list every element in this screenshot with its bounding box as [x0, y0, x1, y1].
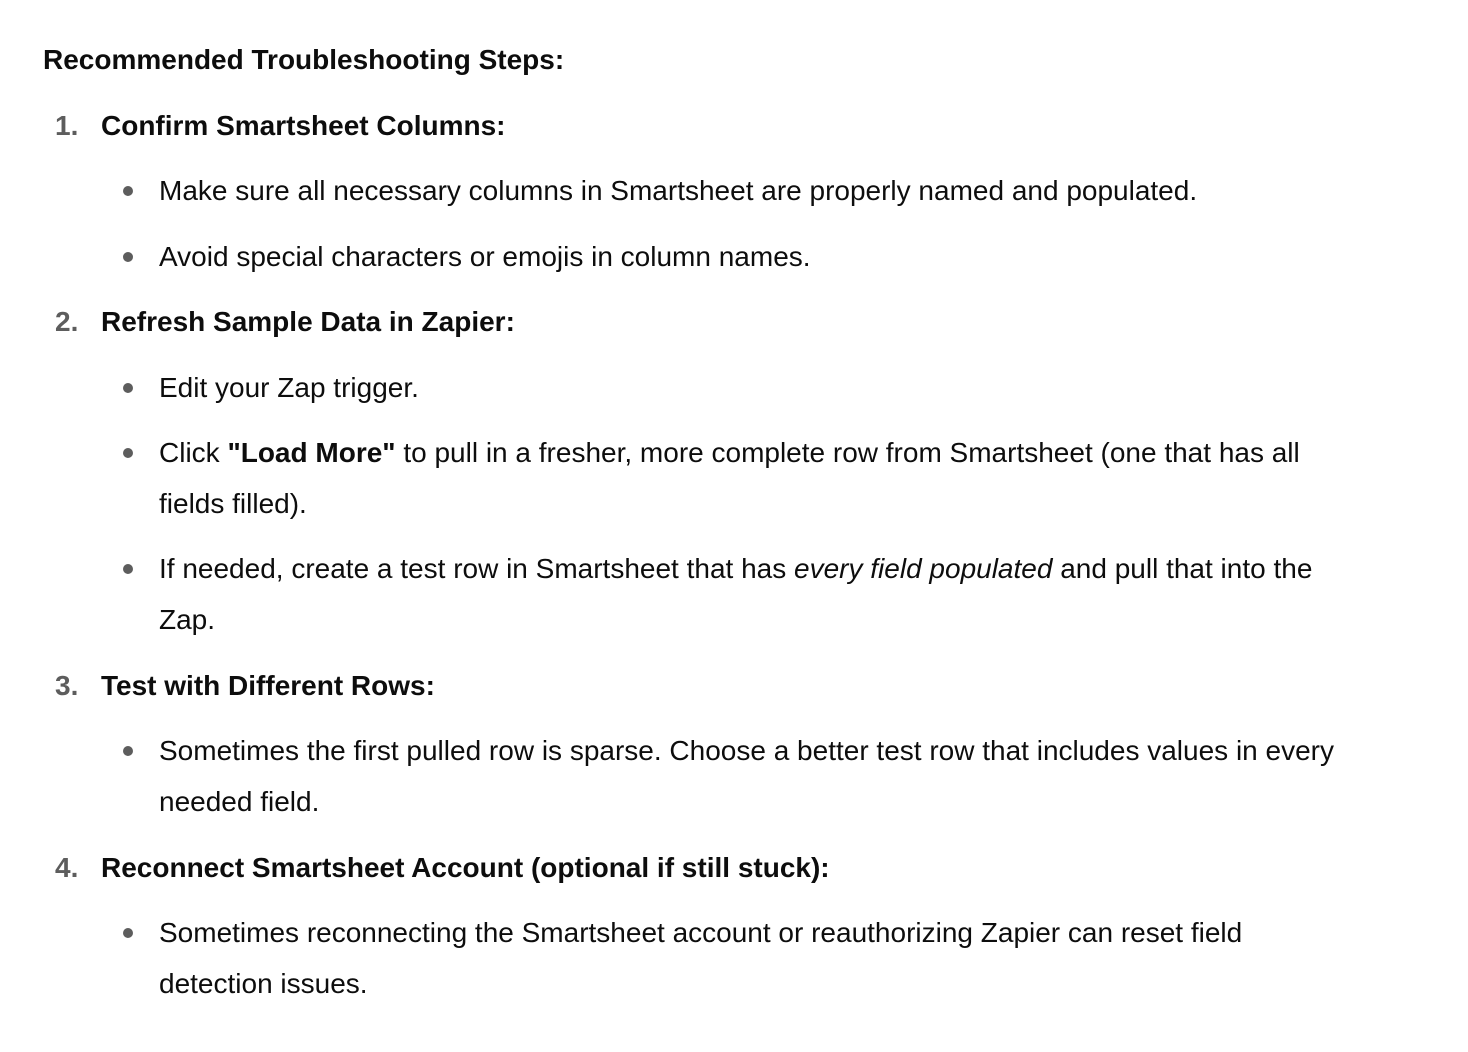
- step-title: Test with Different Rows:: [101, 670, 435, 701]
- bullet-icon: [123, 186, 133, 196]
- list-item-text: Sometimes reconnecting the Smartsheet account or reauthorizing Zapier can reset field detection issues.: [159, 917, 1243, 999]
- step-title: Reconnect Smartsheet Account (optional if still stuck):: [101, 852, 830, 883]
- bullet-icon: [123, 448, 133, 458]
- list-item-text: Sometimes the first pulled row is sparse. Choose a better test row that includes values in every needed field.: [159, 735, 1334, 817]
- step-number: 2.: [55, 306, 79, 337]
- step-title: Refresh Sample Data in Zapier:: [101, 306, 515, 337]
- list-item-text: Edit your Zap trigger.: [159, 372, 419, 403]
- emphasis-every-field: every field populated: [794, 553, 1053, 584]
- step-title: Confirm Smartsheet Columns:: [101, 110, 506, 141]
- bullet-icon: [123, 746, 133, 756]
- step-number: 3.: [55, 670, 79, 701]
- step-number: 1.: [55, 110, 79, 141]
- list-item-text: Avoid special characters or emojis in column names.: [159, 241, 811, 272]
- step-number: 4.: [55, 852, 79, 883]
- list-item-text: If needed, create a test row in Smartsheet that has every field populated and pull that into the Zap.: [159, 553, 1313, 635]
- section-heading: Recommended Troubleshooting Steps:: [43, 44, 565, 75]
- bullet-icon: [123, 928, 133, 938]
- list-item-text: Click "Load More" to pull in a fresher, more complete row from Smartsheet (one that has all fields filled).: [159, 437, 1300, 519]
- emphasis-load-more: "Load More": [227, 437, 396, 468]
- bullet-icon: [123, 564, 133, 574]
- bullet-icon: [123, 383, 133, 393]
- bullet-icon: [123, 252, 133, 262]
- list-item-text: Make sure all necessary columns in Smartsheet are properly named and populated.: [159, 175, 1198, 206]
